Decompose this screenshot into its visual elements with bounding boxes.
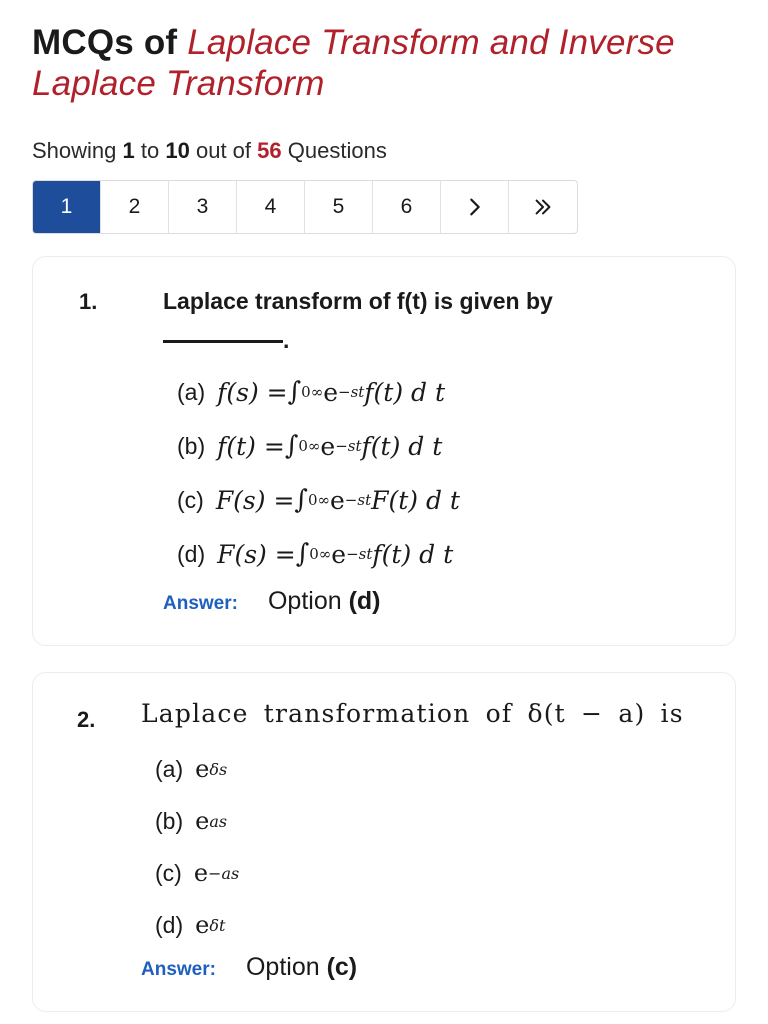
option-label: (b) [177,432,206,459]
next-page-button[interactable] [441,181,509,233]
question-number: 1. [79,289,98,314]
option-exponent: δs [209,759,228,779]
answer-option: (c) [326,953,358,981]
integral-symbol: ∫ [295,539,310,569]
option-label: (c) [177,486,204,513]
showing-total: 56 [257,138,282,163]
option-exponent: as [209,811,228,831]
answer-prefix: Option [245,953,327,981]
integrand-rest: F(t) d t [371,485,460,515]
integral-upper: ∞ [318,545,332,563]
integral-lower: 0 [309,545,319,563]
integral-symbol: ∫ [287,377,302,407]
integrand-base: e [330,485,345,515]
option-a[interactable] [155,743,239,795]
options-list [155,743,239,951]
showing-to-word: to [140,138,160,163]
page-button-6[interactable]: 6 [373,181,441,233]
option-exponent: −as [208,863,240,883]
option-b[interactable] [177,419,460,473]
answer-option: (d) [348,587,381,615]
integral-lower: 0 [298,437,308,455]
option-lhs: f(t) = [217,431,285,461]
option-exponent: δt [209,915,226,935]
integrand-exponent: −st [335,437,362,455]
options-list [177,365,460,581]
option-label: (a) [177,378,206,405]
option-label: (c) [155,859,182,886]
question-card-2 [32,672,736,1012]
option-label: (d) [177,540,206,567]
integrand-exponent: −st [344,491,372,509]
showing-word: Showing [32,138,117,163]
answer-row [163,587,381,616]
integrand-exponent: −st [346,545,373,563]
option-d[interactable] [177,527,460,581]
page-button-5[interactable]: 5 [305,181,373,233]
showing-questions-word: Questions [287,138,387,163]
last-page-button[interactable] [509,181,577,233]
option-a[interactable] [177,365,460,419]
chevron-right-icon [464,196,486,218]
option-lhs: F(s) = [217,539,296,569]
option-label: (d) [155,911,184,938]
integrand-base: e [331,539,347,569]
integral-lower: 0 [301,383,311,401]
page-title [32,22,732,104]
answer-blank [163,340,283,343]
question-text: Laplace transform of f(t) is given by [163,288,553,314]
integral-upper: ∞ [307,437,321,455]
option-base: e [195,911,210,939]
integral-upper: ∞ [310,383,324,401]
integral-lower: 0 [307,491,318,509]
page-button-1[interactable]: 1 [33,181,101,233]
page-title-topic: Laplace Transform and Inverse Laplace Transform [32,23,675,103]
option-d[interactable] [155,899,239,951]
page-button-3[interactable]: 3 [169,181,237,233]
option-base: e [195,755,210,783]
answer-label: Answer: [163,593,238,614]
answer-value [246,953,357,982]
results-summary [32,138,387,164]
integral-upper: ∞ [317,491,330,509]
option-b[interactable] [155,795,239,847]
option-c[interactable] [155,847,239,899]
integrand-base: e [323,377,338,407]
integral-symbol: ∫ [284,431,299,461]
option-label: (b) [155,807,184,834]
integrand-rest: f(t) d t [364,377,446,407]
showing-out-of-word: out of [195,138,252,163]
double-chevron-right-icon [532,196,554,218]
integrand-rest: f(t) d t [372,539,454,569]
answer-value [268,587,381,616]
question-trailing-period: . [283,327,290,353]
option-base: e [195,807,210,835]
integral-symbol: ∫ [294,485,308,515]
page-button-4[interactable]: 4 [237,181,305,233]
question-card-1 [32,256,736,646]
option-lhs: F(s) = [215,485,295,515]
question-text: Laplace transformation of δ(t − a) is [141,699,684,728]
option-c[interactable] [177,473,460,527]
option-base: e [193,859,209,887]
page-title-prefix: MCQs of [32,23,188,62]
option-label: (a) [155,755,184,782]
integrand-rest: f(t) d t [361,431,443,461]
page-button-2[interactable]: 2 [101,181,169,233]
question-number: 2. [77,707,96,732]
option-lhs: f(s) = [217,377,288,407]
answer-row [141,953,357,982]
pagination [32,180,578,234]
showing-to: 10 [165,138,190,163]
showing-from: 1 [122,138,135,163]
integrand-exponent: −st [338,383,365,401]
integrand-base: e [320,431,336,461]
answer-prefix: Option [267,587,349,615]
answer-label: Answer: [141,959,216,980]
